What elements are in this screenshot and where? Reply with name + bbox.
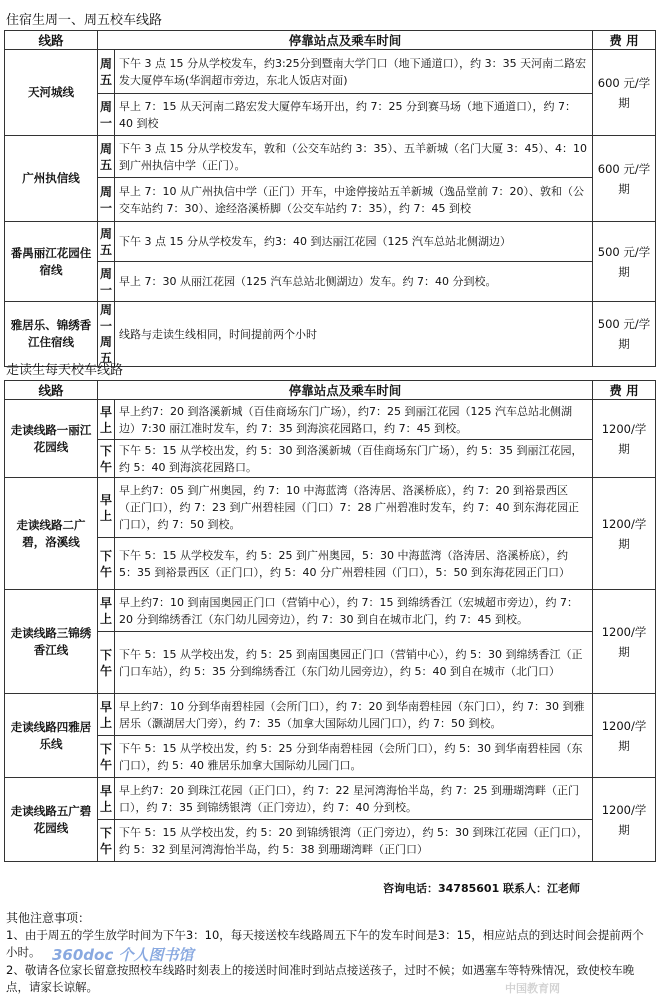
watermark-edu: 中国教育网	[505, 982, 560, 995]
table-row	[5, 478, 656, 538]
table-header-row	[5, 381, 656, 400]
boarding-route-table	[4, 30, 656, 367]
fee-cell: 500 元/学期	[593, 302, 656, 367]
route-name: 番禺丽江花园住宿线	[5, 222, 98, 302]
table-row	[5, 820, 656, 862]
route-header: 线路	[5, 381, 98, 400]
route-name: 广州执信线	[5, 136, 98, 222]
trip-description: 下午 5：15 从学校出发，约 5：30 到洛溪新城（百佳商场东门广场），约 5：35 到丽江花园，约 5：40 到海滨花园路口。	[115, 440, 593, 478]
day-cell: 周一周五	[98, 302, 115, 367]
fee-cell: 600 元/学期	[593, 50, 656, 136]
day-cell: 周一	[98, 94, 115, 136]
table-row	[5, 50, 656, 94]
trip-description: 下午 5：15 从学校出发，约 5：25 分到华南碧桂园（会所门口），约 5：30 到华南碧桂园（东门口），约 5：40 雅居乐加拿大国际幼儿园门口。	[115, 736, 593, 778]
day-cell: 下午	[98, 820, 115, 862]
day-cell: 早上	[98, 590, 115, 632]
route-name: 走读线路三锦绣香江线	[5, 590, 98, 694]
day-cell: 周五	[98, 222, 115, 262]
table-row	[5, 302, 656, 367]
table-row	[5, 590, 656, 632]
fee-cell: 1200/学期	[593, 478, 656, 590]
note-item: 1、由于周五的学生放学时间为下午3：10，每天接送校车线路周五下午的发车时间是3：15，相应站点的到达时间会提前两个小时。	[6, 928, 644, 959]
day-cell: 早上	[98, 400, 115, 440]
route-header: 线路	[5, 31, 98, 50]
trip-description: 下午 5：15 从学校出发，约 5：25 到南国奥园正门口（营销中心），约 5：30 到绵绣香江（正门口车站），约 5：35 分到绵绣香江（东门幼儿园旁边），约 5：40 到自在城市（北门口）	[115, 632, 593, 694]
day-cell: 周五	[98, 50, 115, 94]
trip-description: 早上约7：10 到南国奥园正门口（营销中心），约 7：15 到绵绣香江（宏城超市旁边），约 7：20 分到绵绣香江（东门幼儿园旁边），约 7：30 到自在城市北门，约 7：45 到校。	[115, 590, 593, 632]
route-name: 天河城线	[5, 50, 98, 136]
route-name: 走读线路二广碧，洛溪线	[5, 478, 98, 590]
fee-header: 费 用	[593, 31, 656, 50]
fee-cell: 600 元/学期	[593, 136, 656, 222]
day-cell: 早上	[98, 478, 115, 538]
trip-description: 下午 5：15 从学校发车，约 5：25 到广州奥园，5：30 中海蓝湾（洛涛居、洛溪桥底），约 5：35 到裕景西区（正门口），约 5：40 分广州碧桂园（门口），5：50 到东海花园正门口）	[115, 538, 593, 590]
fee-cell: 1200/学期	[593, 694, 656, 778]
route-name: 走读线路五广碧花园线	[5, 778, 98, 862]
route-name: 走读线路四雅居乐线	[5, 694, 98, 778]
section2-title: 走读生每天校车线路	[6, 363, 124, 378]
fee-cell: 1200/学期	[593, 400, 656, 478]
trip-description: 下午 3 点 15 分从学校发车，约3:25分到暨南大学门口（地下通道口），约 3：35 天河南二路宏发大厦停车场(华润超市旁边，东北人饭店对面)	[115, 50, 593, 94]
table-row	[5, 736, 656, 778]
stops-header: 停靠站点及乘车时间	[98, 381, 593, 400]
route-name: 走读线路一丽江花园线	[5, 400, 98, 478]
day-cell: 下午	[98, 538, 115, 590]
day-cell: 早上	[98, 778, 115, 820]
trip-description: 早上约7：10 分到华南碧桂园（会所门口），约 7：20 到华南碧桂园（东门口），约 7：30 到雅居乐（灏湖居大门旁），约 7：35（加拿大国际幼儿园门口），约 7：50 到校。	[115, 694, 593, 736]
route-name: 雅居乐、锦绣香江住宿线	[5, 302, 98, 367]
table-row	[5, 400, 656, 440]
watermark-360doc: 360doc 个人图书馆	[52, 946, 194, 964]
trip-description: 早上约7：05 到广州奥园，约 7：10 中海蓝湾（洛涛居、洛溪桥底），约 7：20 到裕景西区（正门口），约 7：23 到广州碧桂园（门口）7：28 广州碧准时发车，约 7：40 到东海花园正门口），约 7：50 到校。	[115, 478, 593, 538]
note-item: 2、敬请各位家长留意按照校车线路时刻表上的接送时间准时到站点接送孩子，过时不候；如遇塞车等特殊情况，致使校车晚点，请家长谅解。	[6, 963, 635, 994]
trip-description: 早上 7：10 从广州执信中学（正门）开车，中途停接站五羊新城（逸品堂前 7：20）、敦和（公交车站约 7：30）、途经洛溪桥脚（公交车站约 7：35），约 7：45 到校	[115, 178, 593, 222]
fee-cell: 1200/学期	[593, 590, 656, 694]
trip-description: 早上约7：20 到洛溪新城（百佳商场东门广场），约7：25 到丽江花园（125 汽车总站北侧湖边）7:30 丽江准时发车，约 7：35 到海滨花园路口，约 7：45 到校。	[115, 400, 593, 440]
table-row	[5, 94, 656, 136]
trip-description: 下午 5：15 从学校出发，约 5：20 到锦绣银湾（正门旁边），约 5：30 到珠江花园（正门口），约 5：32 到星河湾海怡半岛，约 5：38 到珊瑚湾畔（正门口）	[115, 820, 593, 862]
day-cell: 下午	[98, 440, 115, 478]
stops-header: 停靠站点及乘车时间	[98, 31, 593, 50]
trip-description: 早上 7：30 从丽江花园（125 汽车总站北侧湖边）发车。约 7：40 分到校。	[115, 262, 593, 302]
table-row	[5, 222, 656, 262]
commuter-route-table	[4, 380, 656, 862]
day-cell: 早上	[98, 694, 115, 736]
section1-title: 住宿生周一、周五校车线路	[6, 13, 163, 28]
day-cell: 周一	[98, 262, 115, 302]
fee-cell: 1200/学期	[593, 778, 656, 862]
table-row	[5, 440, 656, 478]
day-cell: 周一	[98, 178, 115, 222]
trip-description: 下午 3 点 15 分从学校发车，敦和（公交车站约 3：35）、五羊新城（名门大厦 3：45）、4：10 到广州执信中学（正门）。	[115, 136, 593, 178]
trip-description: 线路与走读生线相同，时间提前两个小时	[115, 302, 593, 367]
day-cell: 下午	[98, 632, 115, 694]
table-row	[5, 262, 656, 302]
table-row	[5, 694, 656, 736]
trip-description: 早上约7：20 到珠江花园（正门口），约 7：22 星河湾海怡半岛，约 7：25 到珊瑚湾畔（正门口），约 7：35 到锦绣银湾（正门旁边），约 7：40 分到校。	[115, 778, 593, 820]
contact-info: 咨询电话：34785601 联系人：江老师	[383, 882, 581, 895]
table-header-row	[5, 31, 656, 50]
table-row	[5, 178, 656, 222]
table-row	[5, 632, 656, 694]
fee-cell: 500 元/学期	[593, 222, 656, 302]
day-cell: 下午	[98, 736, 115, 778]
fee-header: 费 用	[593, 381, 656, 400]
table-row	[5, 538, 656, 590]
table-row	[5, 136, 656, 178]
day-cell: 周五	[98, 136, 115, 178]
table-row	[5, 778, 656, 820]
notes-title: 其他注意事项：	[6, 911, 91, 925]
trip-description: 早上 7：15 从天河南二路宏发大厦停车场开出，约 7：25 分到赛马场（地下通道口），约 7：40 到校	[115, 94, 593, 136]
trip-description: 下午 3 点 15 分从学校发车，约3：40 到达丽江花园（125 汽车总站北侧湖边）	[115, 222, 593, 262]
